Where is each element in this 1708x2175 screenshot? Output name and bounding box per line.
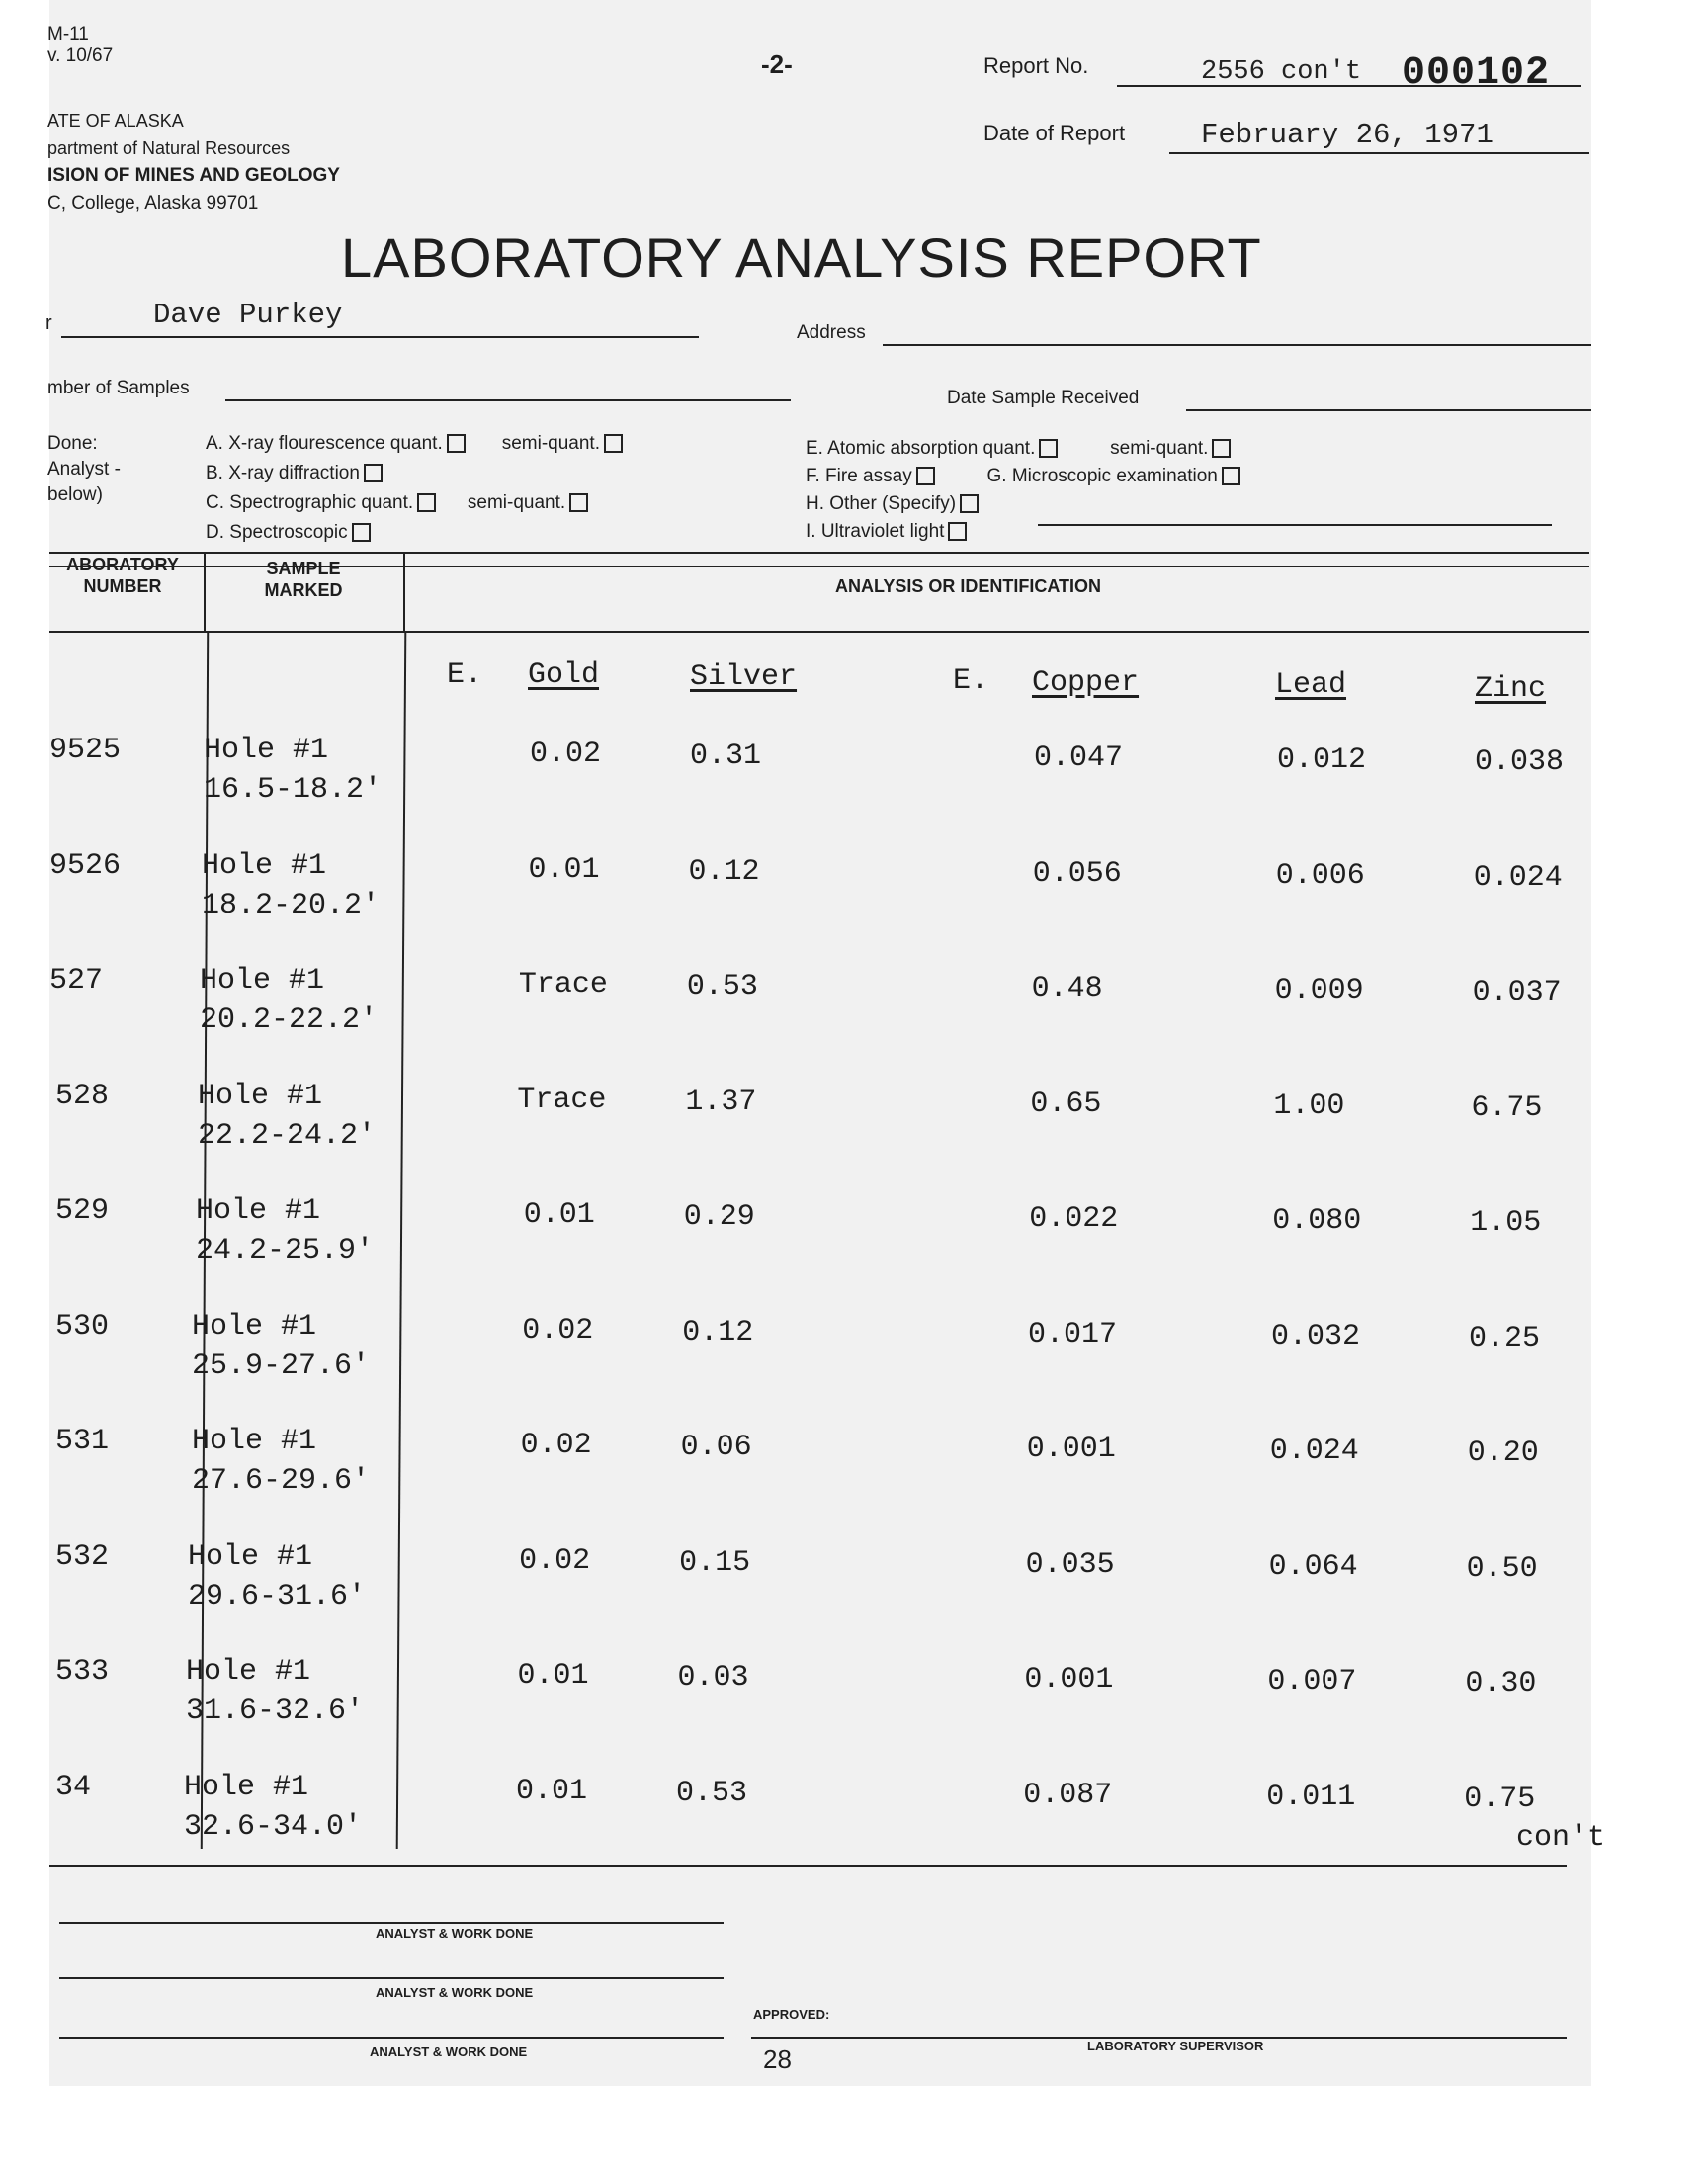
value-zinc: 0.25 (1469, 1321, 1541, 1355)
value-silver: 0.06 (680, 1431, 752, 1464)
value-gold: 0.01 (517, 1659, 589, 1693)
col-silver: Silver (690, 660, 798, 694)
other-specify-line (1038, 524, 1552, 526)
value-zinc: 0.75 (1464, 1782, 1536, 1816)
value-lead: 0.080 (1272, 1204, 1362, 1238)
method-g-checkbox[interactable] (1222, 467, 1240, 485)
value-silver: 0.15 (679, 1545, 751, 1580)
sample-depth: 25.9-27.6' (192, 1348, 371, 1383)
address-label: Address (797, 322, 866, 343)
value-gold: 0.02 (530, 738, 602, 771)
lab-number: 9525 (49, 734, 122, 767)
analyst-label-3: ANALYST & WORK DONE (370, 2044, 528, 2059)
analysis-header: ANALYSIS OR IDENTIFICATION (835, 576, 1102, 596)
date-line (1169, 152, 1589, 154)
value-zinc: 0.50 (1466, 1551, 1538, 1586)
value-zinc: 0.038 (1475, 745, 1565, 779)
value-gold: 0.01 (528, 852, 600, 887)
lab-number: 9526 (49, 848, 122, 883)
date-of-report-label: Date of Report (983, 121, 1126, 145)
value-copper: 0.001 (1026, 1433, 1116, 1466)
value-copper: 0.017 (1028, 1317, 1118, 1351)
method-c-quant-checkbox[interactable] (417, 493, 436, 512)
method-i: I. Ultraviolet light (806, 518, 1240, 546)
value-copper: 0.056 (1032, 856, 1122, 891)
method-h-checkbox[interactable] (960, 494, 979, 513)
sample-depth: 18.2-20.2' (202, 888, 381, 922)
value-gold: 0.02 (519, 1543, 591, 1578)
methods-col-2 (806, 435, 1240, 546)
analyst-line-1 (59, 1922, 724, 1924)
value-silver: 0.29 (683, 1200, 755, 1234)
method-f-checkbox[interactable] (916, 467, 935, 485)
sample-hole: Hole #1 (188, 1539, 313, 1574)
method-f-g: F. Fire assay G. Microscopic examination (806, 463, 1240, 490)
sample-hole: Hole #1 (204, 734, 329, 767)
value-gold: 0.02 (520, 1429, 592, 1462)
analyst-line-2 (59, 1977, 724, 1979)
method-c: C. Spectrographic quant. semi-quant. (206, 488, 623, 518)
report-no-label: Report No. (983, 53, 1089, 78)
value-lead: 0.012 (1277, 743, 1367, 777)
date-received-label: Date Sample Received (947, 388, 1140, 408)
sample-depth: 27.6-29.6' (192, 1464, 371, 1498)
sample-hole: Hole #1 (202, 848, 327, 883)
report-no-value: 2556 con't (1201, 57, 1362, 87)
method-b: B. X-ray diffraction (206, 459, 623, 488)
value-silver: 1.37 (685, 1085, 757, 1119)
value-copper: 0.022 (1029, 1202, 1119, 1236)
method-e-semi-checkbox[interactable] (1212, 439, 1231, 458)
value-gold: Trace (517, 1083, 607, 1117)
sample-depth: 32.6-34.0' (184, 1809, 363, 1844)
to-label: r (45, 312, 52, 334)
sample-depth: 16.5-18.2' (204, 773, 383, 807)
to-value: Dave Purkey (153, 299, 343, 331)
approved-label: APPROVED: (753, 2007, 830, 2022)
value-copper: 0.65 (1030, 1087, 1102, 1121)
agency-block: ATE OF ALASKA partment of Natural Resources ISION OF MINES AND GEOLOGY C, College, Alaska 99701 (47, 111, 340, 214)
value-lead: 0.011 (1266, 1780, 1356, 1814)
value-zinc: 0.20 (1467, 1436, 1539, 1470)
continued-note: con't (1516, 1821, 1606, 1855)
value-zinc: 0.30 (1465, 1667, 1537, 1700)
value-lead: 0.024 (1269, 1435, 1359, 1468)
method-tag-2: E. (953, 664, 989, 698)
method-a-semi-checkbox[interactable] (604, 434, 623, 453)
method-c-semi-checkbox[interactable] (569, 493, 588, 512)
lab-number: 531 (55, 1425, 110, 1458)
col-zinc: Zinc (1475, 672, 1547, 706)
value-lead: 0.007 (1267, 1665, 1357, 1698)
page-number: -2- (761, 49, 793, 79)
value-zinc: 0.037 (1472, 976, 1562, 1009)
report-title: LABORATORY ANALYSIS REPORT (341, 226, 1262, 289)
analyst-label-2: ANALYST & WORK DONE (376, 1985, 534, 2000)
value-silver: 0.12 (688, 854, 760, 889)
col-gold: Gold (528, 658, 600, 692)
value-copper: 0.047 (1034, 741, 1124, 775)
table-top-border (49, 552, 1589, 554)
lab-number-header: ABORATORY NUMBER (66, 555, 179, 596)
address-line (883, 344, 1591, 346)
sample-marked-header: SAMPLE MARKED (264, 559, 343, 600)
value-zinc: 1.05 (1470, 1206, 1542, 1240)
sample-hole: Hole #1 (198, 1079, 323, 1113)
lab-number: 533 (55, 1655, 110, 1689)
date-of-report-value: February 26, 1971 (1201, 119, 1494, 151)
document-stamp-number: 000102 (1402, 51, 1551, 96)
value-gold: 0.01 (515, 1774, 587, 1808)
value-lead: 0.006 (1275, 858, 1365, 893)
method-a: A. X-ray flourescence quant. semi-quant. (206, 429, 623, 459)
work-done-label: Done: Analyst - below) (47, 433, 121, 505)
method-tag-1: E. (447, 658, 483, 692)
value-lead: 0.009 (1274, 974, 1364, 1007)
sample-depth: 22.2-24.2' (198, 1118, 377, 1153)
method-d-checkbox[interactable] (352, 523, 371, 542)
value-gold: Trace (518, 968, 608, 1001)
method-e: E. Atomic absorption quant. semi-quant. (806, 435, 1240, 463)
value-silver: 0.53 (675, 1776, 747, 1810)
to-line (61, 336, 699, 338)
methods-col-1 (206, 429, 623, 548)
lab-number: 528 (55, 1079, 110, 1113)
method-b-checkbox[interactable] (364, 464, 383, 482)
col-copper: Copper (1032, 666, 1140, 700)
sample-hole: Hole #1 (184, 1770, 309, 1804)
table-header-border (49, 631, 1589, 633)
value-silver: 0.53 (686, 970, 758, 1003)
value-copper: 0.48 (1031, 972, 1103, 1005)
sample-hole: Hole #1 (200, 964, 325, 998)
sample-hole: Hole #1 (192, 1309, 317, 1344)
value-gold: 0.02 (522, 1313, 594, 1348)
sample-hole: Hole #1 (186, 1655, 311, 1689)
lab-number: 527 (49, 964, 104, 998)
sample-depth: 20.2-22.2' (200, 1003, 379, 1037)
sample-hole: Hole #1 (196, 1194, 321, 1228)
method-a-quant-checkbox[interactable] (447, 434, 466, 453)
method-d: D. Spectroscopic (206, 518, 623, 548)
received-line (1186, 409, 1591, 411)
sample-depth: 29.6-31.6' (188, 1579, 367, 1613)
col-lead: Lead (1275, 668, 1347, 702)
analyst-line-3 (59, 2037, 724, 2039)
sample-depth: 31.6-32.6' (186, 1695, 365, 1728)
value-zinc: 6.75 (1471, 1090, 1543, 1125)
table-bottom-border (49, 1865, 1567, 1867)
method-i-checkbox[interactable] (948, 522, 967, 541)
number-of-samples-label: mber of Samples (47, 378, 190, 398)
sample-depth: 24.2-25.9' (196, 1234, 375, 1267)
value-copper: 0.087 (1023, 1778, 1113, 1812)
method-e-quant-checkbox[interactable] (1039, 439, 1058, 458)
form-id: M-11 v. 10/67 (47, 24, 114, 66)
lab-number: 34 (55, 1770, 92, 1804)
handwritten-number: 28 (763, 2044, 792, 2074)
value-copper: 0.001 (1024, 1663, 1114, 1696)
value-gold: 0.01 (523, 1198, 595, 1232)
supervisor-label: LABORATORY SUPERVISOR (1087, 2039, 1264, 2053)
value-silver: 0.31 (690, 740, 762, 773)
method-h: H. Other (Specify) (806, 490, 1240, 518)
value-lead: 1.00 (1273, 1088, 1345, 1123)
analyst-label-1: ANALYST & WORK DONE (376, 1926, 534, 1941)
lab-number: 530 (55, 1309, 110, 1344)
value-lead: 0.064 (1268, 1549, 1358, 1584)
col-divider-2-head (403, 552, 405, 633)
sample-hole: Hole #1 (192, 1425, 317, 1458)
lab-number: 532 (55, 1539, 110, 1574)
value-lead: 0.032 (1271, 1319, 1361, 1353)
value-copper: 0.035 (1025, 1547, 1115, 1582)
lab-number: 529 (55, 1194, 110, 1228)
samples-line (225, 399, 791, 401)
value-zinc: 0.024 (1473, 860, 1563, 895)
value-silver: 0.12 (682, 1315, 754, 1349)
value-silver: 0.03 (677, 1661, 749, 1695)
